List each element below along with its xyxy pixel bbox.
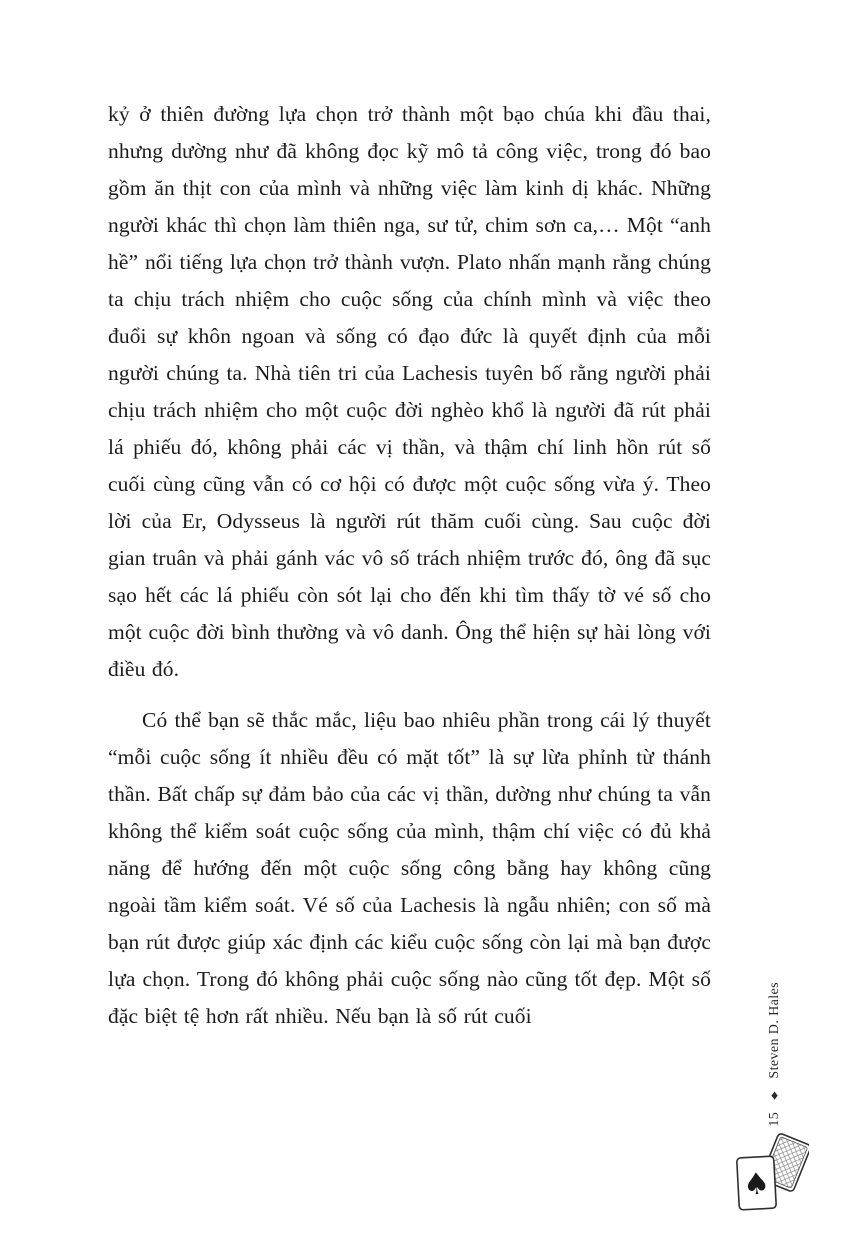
running-footer (767, 982, 783, 1127)
page-number: 15 (767, 1112, 782, 1127)
paragraph: kỷ ở thiên đường lựa chọn trở thành một bạo chúa khi đầu thai, nhưng dường như đã không đọc kỹ mô tả công việc, trong đó bao gồm ăn thịt con của mình và những việc làm kinh dị khác. Những người khác thì chọn làm thiên nga, sư tử, chim sơn ca,… Một “anh hề” nổi tiếng lựa chọn trở thành vượn. Plato nhấn mạnh rằng chúng ta chịu trách nhiệm cho cuộc sống của chính mình và việc theo đuổi sự khôn ngoan và sống có đạo đức là quyết định của mỗi người chúng ta. Nhà tiên tri của Lachesis tuyên bố rằng người phải chịu trách nhiệm cho một cuộc đời nghèo khổ là người đã rút phải lá phiếu đó, không phải các vị thần, và thậm chí linh hồn rút số cuối cùng cũng vẫn có cơ hội có được một cuộc sống vừa ý. Theo lời của Er, Odysseus là người rút thăm cuối cùng. Sau cuộc đời gian truân và phải gánh vác vô số trách nhiệm trước đó, ông đã sục sạo hết các lá phiếu còn sót lại cho đến khi tìm thấy tờ vé số cho một cuộc đời bình thường và vô danh. Ông thể hiện sự hài lòng với điều đó. (108, 102, 711, 681)
diamond-separator-icon: ♦ (767, 1087, 782, 1104)
spade-cards-icon (731, 1133, 809, 1215)
front-card (737, 1156, 777, 1210)
playing-cards-logo (731, 1133, 809, 1215)
spade-icon: ♠ (742, 1166, 771, 1203)
body-text (108, 96, 711, 1035)
author-name: Steven D. Hales (767, 982, 782, 1079)
paragraph: Có thể bạn sẽ thắc mắc, liệu bao nhiêu phần trong cái lý thuyết “mỗi cuộc sống ít nhiều đều có mặt tốt” là sự lừa phỉnh từ thánh thần. Bất chấp sự đảm bảo của các vị thần, dường như chúng ta vẫn không thể kiểm soát cuộc sống của mình, thậm chí việc có đủ khả năng để hướng đến một cuộc sống công bằng hay không cũng ngoài tầm kiểm soát. Vé số của Lachesis là ngẫu nhiên; con số mà bạn rút được giúp xác định các kiểu cuộc sống còn lại mà bạn được lựa chọn. Trong đó không phải cuộc sống nào cũng tốt đẹp. Một số đặc biệt tệ hơn rất nhiều. Nếu bạn là số rút cuối (108, 708, 711, 1028)
